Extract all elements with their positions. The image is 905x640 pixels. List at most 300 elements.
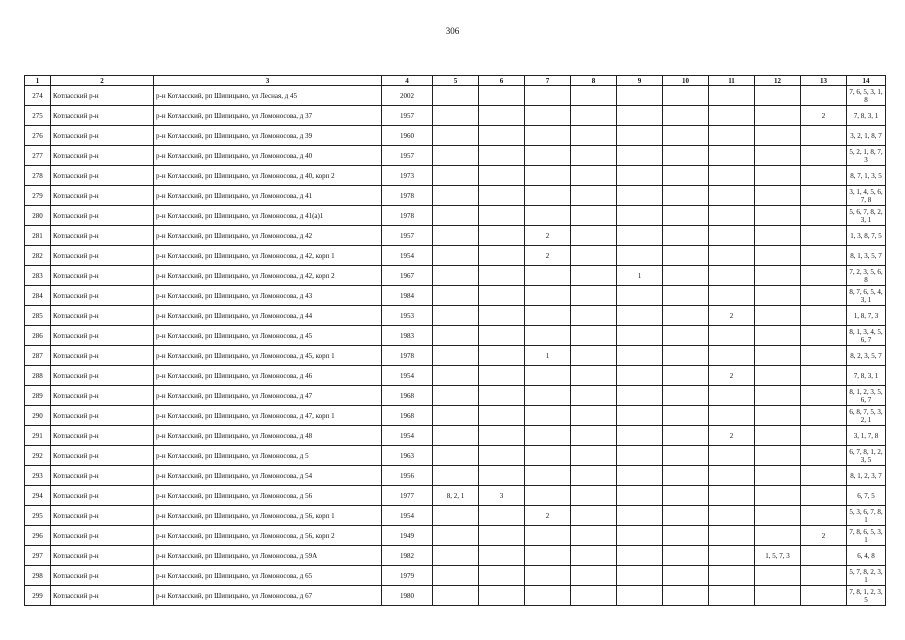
value-cell-col-6 <box>479 466 525 486</box>
year-cell: 1982 <box>382 546 433 566</box>
value-cell-col-6 <box>479 386 525 406</box>
value-cell-col-13 <box>801 546 847 566</box>
codes-cell: 6, 7, 5 <box>847 486 886 506</box>
value-cell-col-10 <box>663 206 709 226</box>
value-cell-col-8 <box>571 86 617 106</box>
value-cell-col-5 <box>433 506 479 526</box>
value-cell-col-11 <box>709 226 755 246</box>
value-cell-col-11 <box>709 146 755 166</box>
value-cell-col-12 <box>755 486 801 506</box>
table-row <box>25 546 886 566</box>
value-cell-col-8 <box>571 406 617 426</box>
year-cell: 1954 <box>382 246 433 266</box>
value-cell-col-7 <box>525 206 571 226</box>
row-number-cell: 292 <box>25 446 51 466</box>
value-cell-col-11 <box>709 126 755 146</box>
codes-cell: 5, 3, 6, 7, 8, 1 <box>847 506 886 526</box>
address-cell: р-н Котласский, рп Шипицыно, ул Ломоносова, д 65 <box>154 566 382 586</box>
value-cell-col-13 <box>801 326 847 346</box>
value-cell-col-12 <box>755 326 801 346</box>
value-cell-col-5 <box>433 306 479 326</box>
value-cell-col-12 <box>755 186 801 206</box>
value-cell-col-11 <box>709 326 755 346</box>
value-cell-col-12 <box>755 346 801 366</box>
value-cell-col-12 <box>755 366 801 386</box>
value-cell-col-12 <box>755 426 801 446</box>
value-cell-col-5 <box>433 166 479 186</box>
value-cell-col-12 <box>755 166 801 186</box>
value-cell-col-5 <box>433 526 479 546</box>
table-row <box>25 406 886 426</box>
value-cell-col-9: 1 <box>617 266 663 286</box>
value-cell-col-7: 2 <box>525 226 571 246</box>
value-cell-col-8 <box>571 286 617 306</box>
value-cell-col-13: 2 <box>801 106 847 126</box>
value-cell-col-13 <box>801 566 847 586</box>
value-cell-col-10 <box>663 446 709 466</box>
district-cell: Котласский р-н <box>51 506 154 526</box>
value-cell-col-5 <box>433 146 479 166</box>
value-cell-col-10 <box>663 486 709 506</box>
value-cell-col-7 <box>525 406 571 426</box>
value-cell-col-10 <box>663 146 709 166</box>
value-cell-col-9 <box>617 246 663 266</box>
value-cell-col-5 <box>433 386 479 406</box>
table-row <box>25 306 886 326</box>
value-cell-col-10 <box>663 246 709 266</box>
value-cell-col-11: 2 <box>709 306 755 326</box>
header-row <box>25 76 886 86</box>
value-cell-col-10 <box>663 386 709 406</box>
value-cell-col-13 <box>801 266 847 286</box>
value-cell-col-7 <box>525 466 571 486</box>
value-cell-col-7 <box>525 126 571 146</box>
codes-cell: 6, 4, 8 <box>847 546 886 566</box>
value-cell-col-12 <box>755 226 801 246</box>
value-cell-col-6 <box>479 546 525 566</box>
value-cell-col-13 <box>801 386 847 406</box>
value-cell-col-5 <box>433 246 479 266</box>
row-number-cell: 298 <box>25 566 51 586</box>
table-row <box>25 166 886 186</box>
year-cell: 1983 <box>382 326 433 346</box>
value-cell-col-11 <box>709 286 755 306</box>
year-cell: 1960 <box>382 126 433 146</box>
value-cell-col-13 <box>801 86 847 106</box>
value-cell-col-7 <box>525 306 571 326</box>
row-number-cell: 288 <box>25 366 51 386</box>
value-cell-col-6 <box>479 326 525 346</box>
value-cell-col-9 <box>617 546 663 566</box>
value-cell-col-13 <box>801 446 847 466</box>
value-cell-col-13 <box>801 306 847 326</box>
year-cell: 1980 <box>382 586 433 606</box>
value-cell-col-13 <box>801 466 847 486</box>
value-cell-col-8 <box>571 246 617 266</box>
row-number-cell: 285 <box>25 306 51 326</box>
district-cell: Котласский р-н <box>51 226 154 246</box>
table-row <box>25 226 886 246</box>
value-cell-col-12: 1, 5, 7, 3 <box>755 546 801 566</box>
district-cell: Котласский р-н <box>51 346 154 366</box>
value-cell-col-12 <box>755 206 801 226</box>
value-cell-col-10 <box>663 226 709 246</box>
value-cell-col-7 <box>525 546 571 566</box>
value-cell-col-11 <box>709 206 755 226</box>
table-row <box>25 326 886 346</box>
value-cell-col-7 <box>525 146 571 166</box>
table-row <box>25 526 886 546</box>
value-cell-col-13 <box>801 506 847 526</box>
district-cell: Котласский р-н <box>51 466 154 486</box>
value-cell-col-6 <box>479 346 525 366</box>
value-cell-col-8 <box>571 326 617 346</box>
address-cell: р-н Котласский, рп Шипицыно, ул Ломоносова, д 48 <box>154 426 382 446</box>
column-header-12: 12 <box>755 76 801 86</box>
codes-cell: 8, 2, 3, 5, 7 <box>847 346 886 366</box>
district-cell: Котласский р-н <box>51 146 154 166</box>
row-number-cell: 286 <box>25 326 51 346</box>
page-number: 306 <box>445 26 460 36</box>
value-cell-col-10 <box>663 526 709 546</box>
district-cell: Котласский р-н <box>51 386 154 406</box>
value-cell-col-11 <box>709 106 755 126</box>
address-cell: р-н Котласский, рп Шипицыно, ул Ломоносова, д 40, корп 2 <box>154 166 382 186</box>
year-cell: 1977 <box>382 486 433 506</box>
value-cell-col-5: 8, 2, 1 <box>433 486 479 506</box>
value-cell-col-10 <box>663 546 709 566</box>
value-cell-col-5 <box>433 266 479 286</box>
value-cell-col-11 <box>709 86 755 106</box>
row-number-cell: 276 <box>25 126 51 146</box>
address-cell: р-н Котласский, рп Шипицыно, ул Ломоносова, д 54 <box>154 466 382 486</box>
address-cell: р-н Котласский, рп Шипицыно, ул Ломоносова, д 41 <box>154 186 382 206</box>
value-cell-col-8 <box>571 346 617 366</box>
value-cell-col-6 <box>479 166 525 186</box>
value-cell-col-7 <box>525 486 571 506</box>
value-cell-col-10 <box>663 506 709 526</box>
value-cell-col-5 <box>433 406 479 426</box>
table-row <box>25 206 886 226</box>
value-cell-col-9 <box>617 166 663 186</box>
district-cell: Котласский р-н <box>51 206 154 226</box>
value-cell-col-10 <box>663 266 709 286</box>
year-cell: 1954 <box>382 366 433 386</box>
value-cell-col-13: 2 <box>801 526 847 546</box>
district-cell: Котласский р-н <box>51 166 154 186</box>
value-cell-col-10 <box>663 286 709 306</box>
value-cell-col-12 <box>755 586 801 606</box>
value-cell-col-11 <box>709 406 755 426</box>
column-header-9: 9 <box>617 76 663 86</box>
value-cell-col-7 <box>525 86 571 106</box>
value-cell-col-9 <box>617 306 663 326</box>
value-cell-col-9 <box>617 126 663 146</box>
value-cell-col-5 <box>433 86 479 106</box>
row-number-cell: 282 <box>25 246 51 266</box>
year-cell: 1979 <box>382 566 433 586</box>
value-cell-col-12 <box>755 146 801 166</box>
value-cell-col-6 <box>479 566 525 586</box>
codes-cell: 7, 2, 3, 5, 6, 8 <box>847 266 886 286</box>
value-cell-col-13 <box>801 486 847 506</box>
value-cell-col-7: 1 <box>525 346 571 366</box>
year-cell: 1954 <box>382 506 433 526</box>
value-cell-col-9 <box>617 426 663 446</box>
value-cell-col-8 <box>571 266 617 286</box>
value-cell-col-12 <box>755 446 801 466</box>
value-cell-col-7 <box>525 566 571 586</box>
codes-cell: 8, 7, 1, 3, 5 <box>847 166 886 186</box>
codes-cell: 7, 8, 3, 1 <box>847 366 886 386</box>
value-cell-col-12 <box>755 466 801 486</box>
value-cell-col-7 <box>525 326 571 346</box>
value-cell-col-5 <box>433 346 479 366</box>
value-cell-col-13 <box>801 366 847 386</box>
value-cell-col-6 <box>479 446 525 466</box>
year-cell: 2002 <box>382 86 433 106</box>
table-body <box>25 86 886 606</box>
value-cell-col-12 <box>755 246 801 266</box>
table-row <box>25 466 886 486</box>
row-number-cell: 294 <box>25 486 51 506</box>
codes-cell: 1, 3, 8, 7, 5 <box>847 226 886 246</box>
value-cell-col-9 <box>617 406 663 426</box>
value-cell-col-11 <box>709 566 755 586</box>
value-cell-col-7 <box>525 526 571 546</box>
table-row <box>25 186 886 206</box>
value-cell-col-13 <box>801 246 847 266</box>
row-number-cell: 281 <box>25 226 51 246</box>
value-cell-col-6 <box>479 366 525 386</box>
value-cell-col-12 <box>755 506 801 526</box>
value-cell-col-9 <box>617 466 663 486</box>
district-cell: Котласский р-н <box>51 286 154 306</box>
year-cell: 1978 <box>382 346 433 366</box>
value-cell-col-8 <box>571 586 617 606</box>
column-header-7: 7 <box>525 76 571 86</box>
address-cell: р-н Котласский, рп Шипицыно, ул Ломоносова, д 44 <box>154 306 382 326</box>
row-number-cell: 291 <box>25 426 51 446</box>
value-cell-col-7 <box>525 166 571 186</box>
value-cell-col-11 <box>709 506 755 526</box>
value-cell-col-11 <box>709 546 755 566</box>
value-cell-col-12 <box>755 526 801 546</box>
table-row <box>25 126 886 146</box>
codes-cell: 8, 7, 6, 5, 4, 3, 1 <box>847 286 886 306</box>
value-cell-col-8 <box>571 306 617 326</box>
codes-cell: 8, 1, 3, 4, 5, 6, 7 <box>847 326 886 346</box>
codes-cell: 8, 1, 2, 3, 7 <box>847 466 886 486</box>
value-cell-col-13 <box>801 186 847 206</box>
table-row <box>25 246 886 266</box>
address-cell: р-н Котласский, рп Шипицыно, ул Ломоносова, д 56, корп 1 <box>154 506 382 526</box>
address-cell: р-н Котласский, рп Шипицыно, ул Ломоносова, д 42 <box>154 226 382 246</box>
address-cell: р-н Котласский, рп Шипицыно, ул Ломоносова, д 43 <box>154 286 382 306</box>
value-cell-col-6 <box>479 266 525 286</box>
year-cell: 1968 <box>382 386 433 406</box>
value-cell-col-7 <box>525 286 571 306</box>
value-cell-col-6 <box>479 126 525 146</box>
value-cell-col-6 <box>479 406 525 426</box>
codes-cell: 8, 1, 2, 3, 5, 6, 7 <box>847 386 886 406</box>
value-cell-col-11 <box>709 166 755 186</box>
value-cell-col-11 <box>709 526 755 546</box>
value-cell-col-12 <box>755 406 801 426</box>
value-cell-col-5 <box>433 366 479 386</box>
value-cell-col-9 <box>617 146 663 166</box>
value-cell-col-8 <box>571 446 617 466</box>
district-cell: Котласский р-н <box>51 266 154 286</box>
value-cell-col-8 <box>571 366 617 386</box>
value-cell-col-12 <box>755 126 801 146</box>
address-cell: р-н Котласский, рп Шипицыно, ул Ломоносова, д 39 <box>154 126 382 146</box>
codes-cell: 6, 7, 8, 1, 2, 3, 5 <box>847 446 886 466</box>
address-cell: р-н Котласский, рп Шипицыно, ул Ломоносова, д 5 <box>154 446 382 466</box>
address-cell: р-н Котласский, рп Шипицыно, ул Ломоносова, д 41(а)1 <box>154 206 382 226</box>
value-cell-col-5 <box>433 106 479 126</box>
codes-cell: 5, 7, 8, 2, 3, 1 <box>847 566 886 586</box>
address-cell: р-н Котласский, рп Шипицыно, ул Ломоносова, д 56 <box>154 486 382 506</box>
value-cell-col-8 <box>571 466 617 486</box>
district-cell: Котласский р-н <box>51 186 154 206</box>
column-header-3: 3 <box>154 76 382 86</box>
value-cell-col-9 <box>617 106 663 126</box>
table-row <box>25 506 886 526</box>
value-cell-col-9 <box>617 286 663 306</box>
row-number-cell: 283 <box>25 266 51 286</box>
value-cell-col-8 <box>571 506 617 526</box>
value-cell-col-9 <box>617 586 663 606</box>
value-cell-col-9 <box>617 386 663 406</box>
value-cell-col-12 <box>755 566 801 586</box>
value-cell-col-5 <box>433 206 479 226</box>
year-cell: 1968 <box>382 406 433 426</box>
value-cell-col-11 <box>709 486 755 506</box>
table-row <box>25 446 886 466</box>
column-header-2: 2 <box>51 76 154 86</box>
codes-cell: 3, 1, 7, 8 <box>847 426 886 446</box>
value-cell-col-8 <box>571 126 617 146</box>
value-cell-col-8 <box>571 386 617 406</box>
year-cell: 1954 <box>382 426 433 446</box>
value-cell-col-7 <box>525 266 571 286</box>
value-cell-col-9 <box>617 326 663 346</box>
district-cell: Котласский р-н <box>51 406 154 426</box>
value-cell-col-10 <box>663 346 709 366</box>
value-cell-col-11: 2 <box>709 426 755 446</box>
district-cell: Котласский р-н <box>51 126 154 146</box>
row-number-cell: 279 <box>25 186 51 206</box>
value-cell-col-9 <box>617 226 663 246</box>
table-header <box>25 76 886 86</box>
address-cell: р-н Котласский, рп Шипицыно, ул Ломоносова, д 67 <box>154 586 382 606</box>
value-cell-col-6: 3 <box>479 486 525 506</box>
value-cell-col-7 <box>525 366 571 386</box>
year-cell: 1973 <box>382 166 433 186</box>
address-cell: р-н Котласский, рп Шипицыно, ул Ломоносова, д 42, корп 1 <box>154 246 382 266</box>
value-cell-col-6 <box>479 206 525 226</box>
table-row <box>25 86 886 106</box>
value-cell-col-5 <box>433 446 479 466</box>
row-number-cell: 278 <box>25 166 51 186</box>
year-cell: 1967 <box>382 266 433 286</box>
value-cell-col-10 <box>663 126 709 146</box>
district-cell: Котласский р-н <box>51 306 154 326</box>
value-cell-col-13 <box>801 586 847 606</box>
value-cell-col-12 <box>755 106 801 126</box>
district-cell: Котласский р-н <box>51 426 154 446</box>
codes-cell: 5, 2, 1, 8, 7, 3 <box>847 146 886 166</box>
district-cell: Котласский р-н <box>51 566 154 586</box>
row-number-cell: 277 <box>25 146 51 166</box>
value-cell-col-5 <box>433 186 479 206</box>
address-cell: р-н Котласский, рп Шипицыно, ул Ломоносова, д 45 <box>154 326 382 346</box>
codes-cell: 7, 6, 5, 3, 1, 8 <box>847 86 886 106</box>
value-cell-col-6 <box>479 106 525 126</box>
address-cell: р-н Котласский, рп Шипицыно, ул Ломоносова, д 47, корп 1 <box>154 406 382 426</box>
codes-cell: 3, 1, 4, 5, 6, 7, 8 <box>847 186 886 206</box>
codes-cell: 1, 8, 7, 3 <box>847 306 886 326</box>
address-cell: р-н Котласский, рп Шипицыно, ул Ломоносова, д 42, корп 2 <box>154 266 382 286</box>
value-cell-col-11 <box>709 386 755 406</box>
value-cell-col-5 <box>433 286 479 306</box>
table-row <box>25 566 886 586</box>
value-cell-col-7 <box>525 586 571 606</box>
value-cell-col-9 <box>617 446 663 466</box>
value-cell-col-6 <box>479 426 525 446</box>
value-cell-col-6 <box>479 306 525 326</box>
value-cell-col-8 <box>571 226 617 246</box>
value-cell-col-10 <box>663 306 709 326</box>
value-cell-col-5 <box>433 426 479 446</box>
value-cell-col-10 <box>663 86 709 106</box>
value-cell-col-9 <box>617 486 663 506</box>
codes-cell: 7, 8, 6, 5, 3, 1 <box>847 526 886 546</box>
value-cell-col-5 <box>433 226 479 246</box>
value-cell-col-7 <box>525 446 571 466</box>
value-cell-col-10 <box>663 406 709 426</box>
value-cell-col-13 <box>801 286 847 306</box>
value-cell-col-13 <box>801 126 847 146</box>
column-header-14: 14 <box>847 76 886 86</box>
housing-register-table <box>24 75 886 606</box>
value-cell-col-7 <box>525 106 571 126</box>
value-cell-col-10 <box>663 566 709 586</box>
district-cell: Котласский р-н <box>51 446 154 466</box>
value-cell-col-9 <box>617 186 663 206</box>
value-cell-col-8 <box>571 186 617 206</box>
value-cell-col-7 <box>525 386 571 406</box>
value-cell-col-11 <box>709 186 755 206</box>
codes-cell: 3, 2, 1, 8, 7 <box>847 126 886 146</box>
table-row <box>25 366 886 386</box>
value-cell-col-5 <box>433 546 479 566</box>
column-header-6: 6 <box>479 76 525 86</box>
column-header-10: 10 <box>663 76 709 86</box>
row-number-cell: 284 <box>25 286 51 306</box>
address-cell: р-н Котласский, рп Шипицыно, ул Ломоносова, д 40 <box>154 146 382 166</box>
value-cell-col-6 <box>479 506 525 526</box>
table-row <box>25 586 886 606</box>
address-cell: р-н Котласский, рп Шипицыно, ул Ломоносова, д 45, корп 1 <box>154 346 382 366</box>
table-row <box>25 266 886 286</box>
table-row <box>25 346 886 366</box>
value-cell-col-11 <box>709 346 755 366</box>
district-cell: Котласский р-н <box>51 486 154 506</box>
column-header-13: 13 <box>801 76 847 86</box>
value-cell-col-5 <box>433 126 479 146</box>
